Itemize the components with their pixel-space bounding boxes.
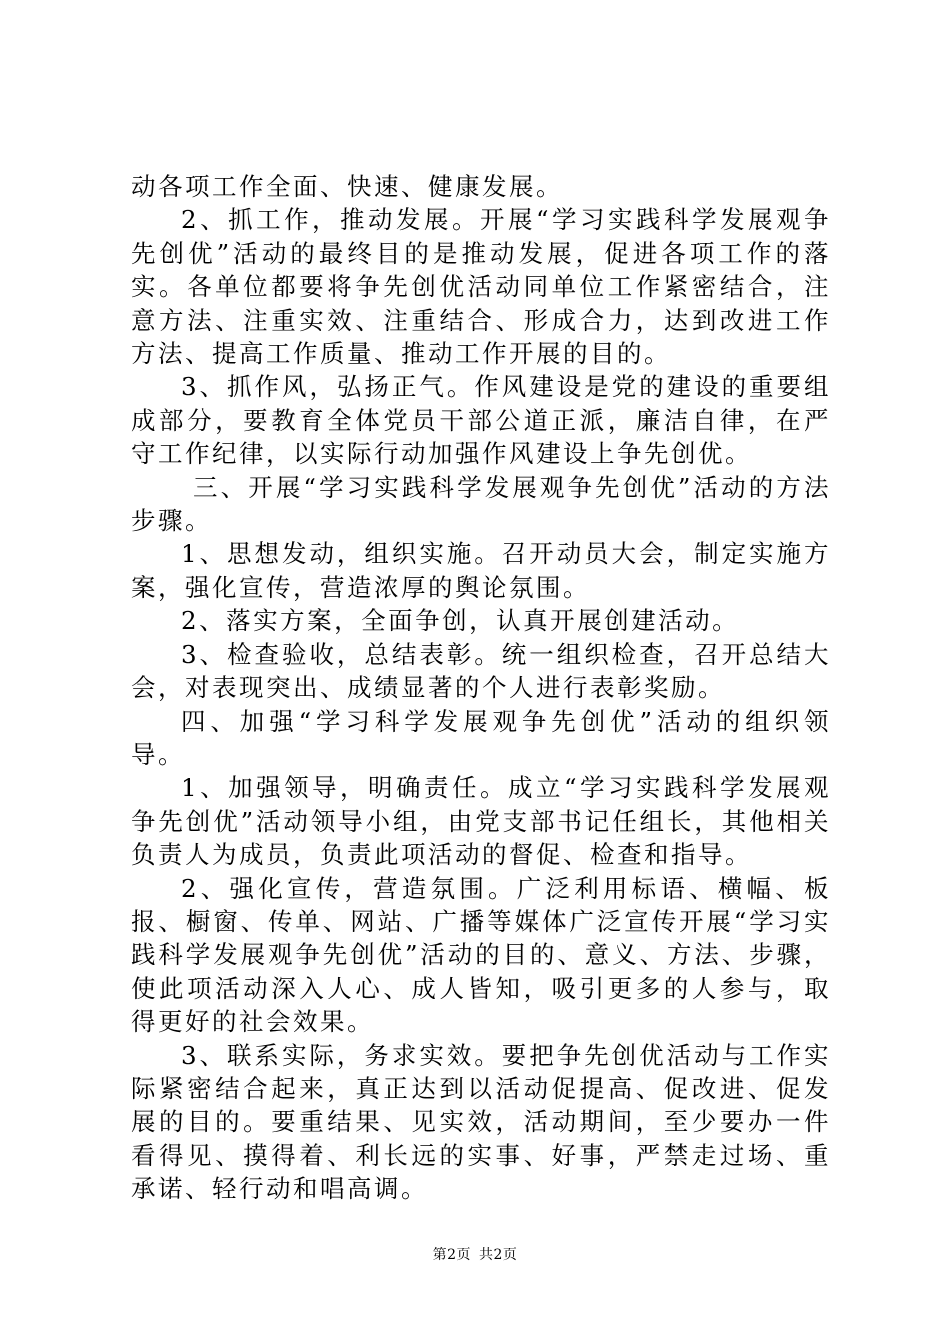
page-total: 共2页 bbox=[479, 1247, 518, 1263]
paragraph-item-inspect: 3、检查验收，总结表彰。统一组织检查，召开总结大会，对表现突出、成绩显著的个人进行表彰奖励。 bbox=[131, 639, 831, 703]
section-heading-leadership: 四、加强“学习科学发展观争先创优”活动的组织领导。 bbox=[131, 706, 831, 769]
paragraph-item-practical: 3、联系实际，务求实效。要把争先创优活动与工作实际紧密结合起来，真正达到以活动促提高、促改进、促发展的目的。要重结果、见实效，活动期间，至少要办一件看得见、摸得着、利长远的实事、好事，严禁走过场、重承诺、轻行动和唱高调。 bbox=[131, 1040, 831, 1204]
paragraph-item-implement: 2、落实方案，全面争创，认真开展创建活动。 bbox=[181, 606, 740, 636]
paragraph-item-grasp-style: 3、抓作风，弘扬正气。作风建设是党的建设的重要组成部分，要教育全体党员干部公道正派，廉洁自律，在严守工作纪律，以实际行动加强作风建设上争先创优。 bbox=[131, 372, 831, 469]
document-body bbox=[131, 170, 831, 1206]
paragraph-item-mobilize: 1、思想发动，组织实施。召开动员大会，制定实施方案，强化宣传，营造浓厚的舆论氛围。 bbox=[131, 539, 831, 602]
section-heading-method-steps: 三、开展“学习实践科学发展观争先创优”活动的方法步骤。 bbox=[131, 472, 831, 536]
page-number: 第2页 bbox=[432, 1247, 471, 1263]
paragraph-item-grasp-work: 2、抓工作，推动发展。开展“学习实践科学发展观争先创优”活动的最终目的是推动发展，促进各项工作的落实。各单位都要将争先创优活动同单位工作紧密结合，注意方法、注重实效、注重结合、形成合力，达到改进工作方法、提高工作质量、推动工作开展的目的。 bbox=[131, 205, 831, 369]
paragraph-item-publicity: 2、强化宣传，营造氛围。广泛利用标语、横幅、板报、橱窗、传单、网站、广播等媒体广泛宣传开展“学习实践科学发展观争先创优”活动的目的、意义、方法、步骤，使此项活动深入人心、成人皆知，吸引更多的人参与，取得更好的社会效果。 bbox=[131, 873, 831, 1037]
paragraph-item-leadership: 1、加强领导，明确责任。成立“学习实践科学发展观争先创优”活动领导小组，由党支部书记任组长，其他相关负责人为成员，负责此项活动的督促、检查和指导。 bbox=[131, 773, 831, 870]
paragraph-continuation: 动各项工作全面、快速、健康发展。 bbox=[131, 172, 563, 201]
page-footer bbox=[0, 1244, 950, 1264]
